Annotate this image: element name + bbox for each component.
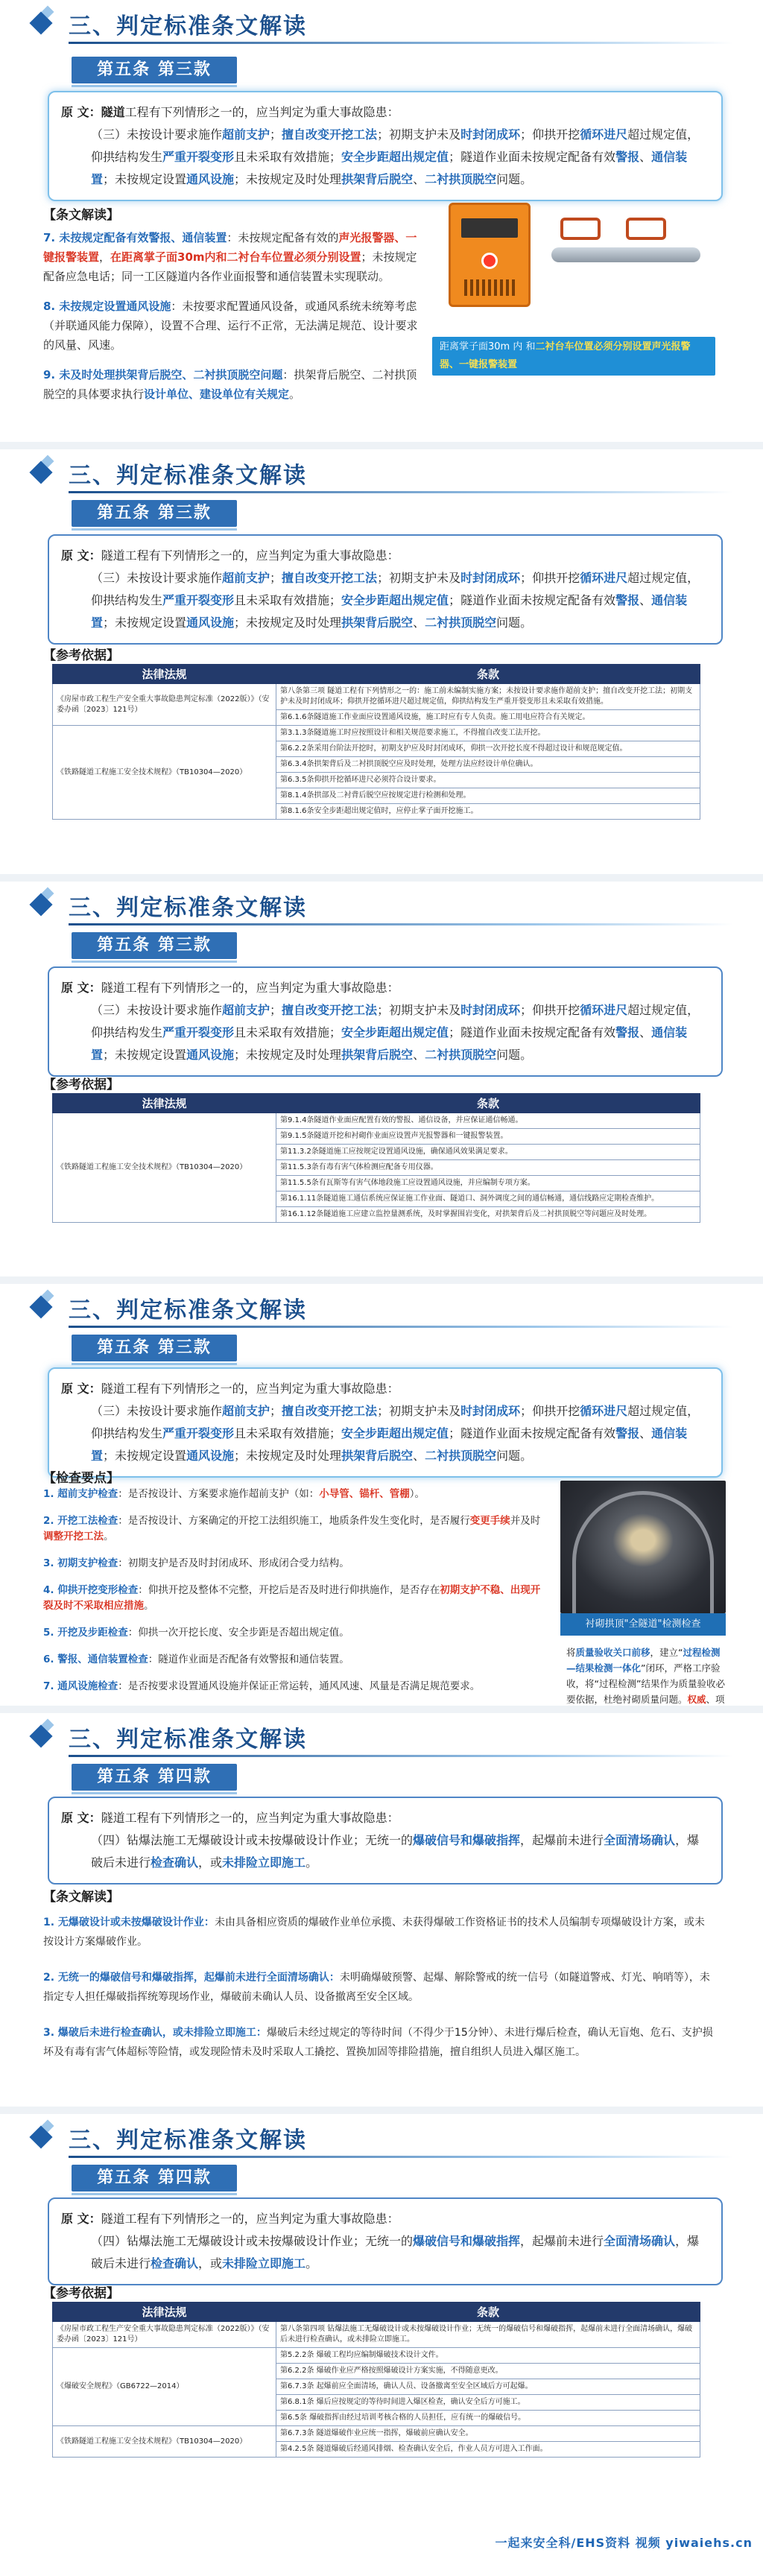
highlight: 擅自改变开挖工法 <box>282 1003 378 1017</box>
clause-tag: 第五条 第三款 <box>72 1335 237 1361</box>
highlight: 2. 开挖工法检查 <box>43 1515 118 1527</box>
clause-tag: 第五条 第三款 <box>72 500 237 527</box>
bracket-icon <box>626 218 666 240</box>
law-cell: 《铁路隧道工程施工安全技术规程》（TB10304—2020） <box>53 726 276 820</box>
text: ：仰拱开挖及整体不完整，开挖后是否及时进行仰拱施作，是否存在 <box>138 1584 440 1596</box>
section-title: 三、判定标准条文解读 <box>69 463 307 489</box>
text: （四）钻爆法施工无爆破设计或未按爆破设计作业；无统一的 <box>91 1833 414 1847</box>
list-item <box>43 1513 550 1545</box>
original-text-box <box>48 534 723 645</box>
text: ；仰拱开挖 <box>520 127 580 142</box>
law-cell: 《房屋市政工程生产安全重大事故隐患判定标准（2022版）》（安委办函〔2023〕121号） <box>53 684 276 726</box>
item-9-title: 9. 未及时处理拱架背后脱空、二衬拱顶脱空问题 <box>43 368 283 382</box>
highlight: 声光报警器、一键报警装置 <box>43 231 417 264</box>
section-header <box>0 1284 763 1330</box>
text: 问题。 <box>496 1449 533 1463</box>
highlight: 拱架背后脱空 <box>341 1048 414 1062</box>
section-header <box>0 1713 763 1759</box>
text: 超过规定值，仰拱结构发生 <box>91 127 700 164</box>
alarm-device-illustration <box>432 203 715 382</box>
text: 原 文： <box>61 981 101 995</box>
text: 隧道 <box>101 548 125 563</box>
highlight: 安全步距超出规定值 <box>341 1025 449 1039</box>
highlight: 时封闭成环 <box>460 1404 521 1418</box>
clause-tag: 第五条 第四款 <box>72 1764 237 1791</box>
original-intro: 工程有下列情形之一的，应当判定为重大事故隐患： <box>124 105 399 119</box>
highlight: 通风设施 <box>186 1048 235 1062</box>
text: 。 <box>289 387 301 401</box>
clause-tag: 第五条 第三款 <box>72 57 237 83</box>
text: 工程有下列情形之一的，应当判定为重大事故隐患： <box>124 548 399 563</box>
highlight: 4. 仰拱开挖变形检查 <box>43 1584 139 1596</box>
table-row <box>53 2322 700 2348</box>
column-header-clause: 条款 <box>276 1094 700 1113</box>
law-cell: 《铁路隧道工程施工安全技术规程》（TB10304—2020） <box>53 2426 276 2458</box>
clause-cell: 第6.1.6条隧道施工作业面应设置通风设施，施工时应有专人负责。施工用电应符合有关规定。 <box>276 710 700 726</box>
text: ：未按要求配置通风设备，或通风系统未统筹考虑（并联通风能力保障），设置不合理、运行不正常，无法满足规范、设计要求的风量、风速。 <box>43 300 418 352</box>
text: ；未按规定设置 <box>103 1048 187 1062</box>
highlight: 通风设施 <box>186 172 235 186</box>
table-row <box>53 684 700 710</box>
highlight: 通信装置 <box>91 1025 688 1062</box>
highlight: 严重开裂变形 <box>162 150 235 164</box>
explanation-text <box>43 228 423 404</box>
text: ；未按规定设置 <box>103 615 187 630</box>
text: ：未按规定配备有效的 <box>227 231 339 244</box>
text: ；初期支护未及 <box>377 1404 461 1418</box>
slide-clause3-explanation <box>0 0 763 442</box>
clause-cell: 第八条第三项 隧道工程有下列情形之一的：施工前未编制实施方案；未按设计要求施作超前支护；擅自改变开挖工法；初期支护未及时封闭成环；仰拱开挖循环进尺超过规定值，仰拱结构发生严重开裂变形且未采取有效措施。 <box>276 684 700 710</box>
highlight: 二衬拱顶脱空 <box>425 1048 497 1062</box>
highlight: 通风设施 <box>186 615 235 630</box>
text: ；隧道作业面未按规定配备有效 <box>449 150 616 164</box>
highlight: 拱架背后脱空 <box>341 615 414 630</box>
section-header <box>0 0 763 46</box>
highlight: 全面清场确认 <box>604 2234 676 2248</box>
text: 且未采取有效措施； <box>234 1426 342 1440</box>
text: ；仰拱开挖 <box>520 1404 580 1418</box>
clause-cell: 第5.2.2条 爆破工程均应编制爆破技术设计文件。 <box>276 2348 700 2364</box>
text: 超过规定值，仰拱结构发生 <box>91 1003 700 1039</box>
photo-caption: 衬砌拱顶"全隧道"检测检查 <box>560 1613 726 1636</box>
text: 问题。 <box>496 615 533 630</box>
text: ：初期支护是否及时封闭成环、形成闭合受力结构。 <box>118 1557 349 1569</box>
highlight: 3. 爆破后未进行检查确认，或未排险立即施工： <box>43 2027 267 2039</box>
clause-cell: 第11.5.5条有瓦斯等有害气体地段施工应设置通风设施，并应编制专项方案。 <box>276 1176 700 1192</box>
text: ：拱架背后脱空、二衬拱顶脱空的具体要求执行 <box>43 368 417 401</box>
clause-cell: 第6.2.2条 爆破作业应严格按照爆破设计方案实施，不得随意更改。 <box>276 2364 700 2379</box>
highlight: 1. 超前支护检查 <box>43 1488 118 1500</box>
clause-cell: 第16.1.12条隧道施工应建立监控量测系统，及时掌握围岩变化，对拱架背后及二衬拱顶脱空等问题应及时处理。 <box>276 1207 700 1223</box>
text: （四）钻爆法施工无爆破设计或未按爆破设计作业；无统一的 <box>91 2234 414 2248</box>
text: 问题。 <box>496 1048 533 1062</box>
checkpoints-label: 【检查要点】 <box>43 1471 119 1486</box>
text: 原 文： <box>61 548 101 563</box>
clause-cell: 第6.8.1条 爆后应按规定的等待时间进入爆区检查，确认安全后方可施工。 <box>276 2395 700 2411</box>
law-cell: 《爆破安全规程》（GB6722—2014） <box>53 2348 276 2426</box>
column-header-clause: 条款 <box>276 2303 700 2322</box>
original-text-box <box>48 91 723 201</box>
highlight: 未排险立即施工 <box>222 2256 306 2270</box>
title-underline <box>69 42 733 44</box>
highlight: 检查确认 <box>151 2256 199 2270</box>
original-text-box <box>48 966 723 1077</box>
text: ， <box>99 250 111 264</box>
highlight: 警报 <box>615 593 640 607</box>
highlight: 二衬拱顶脱空 <box>425 172 497 186</box>
text: ，起爆前未进行 <box>520 2234 604 2248</box>
highlight: 循环进尺 <box>580 127 628 142</box>
highlight: 爆破信号和爆破指挥 <box>413 2234 521 2248</box>
clause-cell: 第6.3.5条仰拱开挖循环进尺必须符合设计要求。 <box>276 773 700 788</box>
highlight: 超前支护 <box>222 127 270 142</box>
highlight: 严重开裂变形 <box>162 593 235 607</box>
text: 、 <box>413 1048 425 1062</box>
slide-clause3-reference-2 <box>0 874 763 1276</box>
text: ；隧道作业面未按规定配备有效 <box>449 1426 616 1440</box>
slide-clause3-checkpoints <box>0 1276 763 1706</box>
highlight: 安全步距超出规定值 <box>341 1426 449 1440</box>
explanation-label: 【条文解读】 <box>43 208 119 223</box>
reference-table <box>52 1093 700 1223</box>
highlight: 安全步距超出规定值 <box>341 150 449 164</box>
text: 、 <box>413 172 425 186</box>
list-item <box>43 1487 550 1502</box>
original-text-box <box>48 1367 723 1478</box>
reference-label: 【参考依据】 <box>43 648 119 663</box>
text: 且未采取有效措施； <box>234 1025 342 1039</box>
table-header-row <box>53 665 700 684</box>
text: ：是否按设计、方案要求施作超前支护（如： <box>118 1488 320 1500</box>
checkpoints-list <box>43 1487 550 1732</box>
text: ；隧道作业面未按规定配备有效 <box>449 1025 616 1039</box>
title-underline <box>69 1326 733 1328</box>
text: 。 <box>144 1600 154 1612</box>
list-item <box>43 1652 550 1668</box>
original-subject: 隧道 <box>101 105 125 119</box>
section-title: 三、判定标准条文解读 <box>69 895 307 921</box>
text: 、项 <box>706 1694 725 1705</box>
title-underline <box>69 491 733 493</box>
text: ”闭环，严格工序验收，将“过程检测”结果作为质量验收必要依据，杜绝衬砌质量问题。 <box>566 1662 725 1705</box>
highlight: 警报 <box>615 150 640 164</box>
clause-cell: 第16.1.11条隧道施工通信系统应保证施工作业面、隧道口、洞外调度之间的通信畅通，通信线路应定期检查维护。 <box>276 1192 700 1207</box>
clause-cell: 第11.3.2条隧道施工应按规定设置通风设施，确保通风效果满足要求。 <box>276 1145 700 1160</box>
alarm-lamp-icon <box>481 253 498 269</box>
table-header-row <box>53 1094 700 1113</box>
section-title: 三、判定标准条文解读 <box>69 1727 307 1753</box>
text: 、 <box>639 1426 652 1440</box>
text: 隧道工程有下列情形之一的，应当判定为重大事故隐患： <box>101 2212 399 2226</box>
section-title: 三、判定标准条文解读 <box>69 13 307 39</box>
alarm-screen <box>461 218 518 238</box>
highlight: 擅自改变开挖工法 <box>282 127 378 142</box>
text: 原 文： <box>61 1811 101 1825</box>
clause-cell: 第6.7.3条 隧道爆破作业应统一指挥，爆破前应确认安全。 <box>276 2426 700 2442</box>
reference-label: 【参考依据】 <box>43 1077 119 1092</box>
text: 问题。 <box>496 172 533 186</box>
clause-tag: 第五条 第四款 <box>72 2165 237 2192</box>
column-header-law: 法律法规 <box>53 2303 276 2322</box>
text: ）。 <box>409 1488 425 1500</box>
pipe-illustration <box>551 247 700 262</box>
text: ，爆破后未进行 <box>91 1833 700 1870</box>
explanation-label: 【条文解读】 <box>43 1890 119 1905</box>
highlight: 警报 <box>615 1426 640 1440</box>
text: 爆破后未经过规定的等待时间（不得少于15分钟）、未进行爆后检查，确认无盲炮、危石、支护损坏及有毒有害气体超标等险情，或发现险情未及时采取人工撬挖、置换加固等排险措施，擅自组织人员进入爆区施工。 <box>43 2027 713 2058</box>
highlight: 严重开裂变形 <box>162 1426 235 1440</box>
text: 质量验收关口前移 <box>575 1647 650 1658</box>
highlight: 通风设施 <box>186 1449 235 1463</box>
device-caption <box>432 337 715 376</box>
text: ；仰拱开挖 <box>520 1003 580 1017</box>
text: ，或 <box>198 1855 223 1870</box>
speaker-grille <box>464 279 515 296</box>
text: 原 文： <box>61 1382 101 1396</box>
alarm-box-icon <box>449 203 531 307</box>
highlight: 通信装置 <box>91 593 688 630</box>
text: ：隧道作业面是否配备有效警报和通信装置。 <box>148 1653 349 1665</box>
item-8-title: 8. 未按规定设置通风设施 <box>43 300 171 313</box>
text: ；未按规定及时处理 <box>234 1449 342 1463</box>
law-cell: 《铁路隧道工程施工安全技术规程》（TB10304—2020） <box>53 1113 276 1223</box>
highlight: 3. 初期支护检查 <box>43 1557 118 1569</box>
text: ：是否按设计、方案确定的开挖工法组织施工，地质条件发生变化时，是否履行 <box>118 1515 470 1527</box>
list-item <box>43 2023 714 2062</box>
highlight: 擅自改变开挖工法 <box>282 571 378 585</box>
reference-label: 【参考依据】 <box>43 2286 119 2301</box>
text: ，建立“ <box>650 1647 683 1658</box>
text: ； <box>270 1003 282 1017</box>
highlight: 时封闭成环 <box>460 127 521 142</box>
text: 超过规定值，仰拱结构发生 <box>91 571 700 607</box>
reference-table <box>52 2302 700 2458</box>
highlight: 检查确认 <box>151 1855 199 1870</box>
clause-cell: 第8.1.6条安全步距超出规定值时，应停止掌子面开挖施工。 <box>276 804 700 820</box>
table-row <box>53 1113 700 1129</box>
highlight: 循环进尺 <box>580 1003 628 1017</box>
highlight: 变更手续 <box>469 1515 510 1527</box>
original-text-box <box>48 2197 723 2285</box>
text: ；未按规定设置 <box>103 1449 187 1463</box>
section-header <box>0 2114 763 2160</box>
text: ；未按规定设置 <box>103 172 187 186</box>
highlight: 拱架背后脱空 <box>341 1449 414 1463</box>
text: 、 <box>413 1449 425 1463</box>
text: ；隧道作业面未按规定配备有效 <box>449 593 616 607</box>
highlight: 超前支护 <box>222 1404 270 1418</box>
highlight: 超前支护 <box>222 571 270 585</box>
text: 并及时 <box>510 1515 541 1527</box>
explanation-list <box>43 1913 714 2062</box>
text: （三）未按设计要求施作 <box>91 127 223 142</box>
clause-cell: 第9.1.4条隧道作业面应配置有效的警报、通信设备，并应保证通信畅通。 <box>276 1113 700 1129</box>
highlight: 严重开裂变形 <box>162 1025 235 1039</box>
slide-clause3-reference-1 <box>0 442 763 874</box>
slide-clause4-explanation <box>0 1706 763 2107</box>
law-cell: 《房屋市政工程生产安全重大事故隐患判定标准（2022版）》（安委办函〔2023〕121号） <box>53 2322 276 2348</box>
text: 距离掌子面30m 内 和 <box>440 341 536 352</box>
text: （三）未按设计要求施作 <box>91 1003 223 1017</box>
clause-cell: 第9.1.5条隧道开挖和衬砌作业面应设置声光报警器和一键报警装置。 <box>276 1129 700 1145</box>
clause-cell: 第4.2.5条 隧道爆破后经通风排烟、检查确认安全后，作业人员方可进入工作面。 <box>276 2442 700 2458</box>
tunnel-photo <box>560 1481 726 1613</box>
highlight: 在距离掌子面30m内和二衬台车位置必须分别设置 <box>110 250 361 264</box>
text: 工程有下列情形之一的，应当判定为重大事故隐患： <box>124 1382 399 1396</box>
text: 隧道工程有下列情形之一的，应当判定为重大事故隐患： <box>101 1811 399 1825</box>
text: 隧道 <box>101 981 125 995</box>
clause-tag: 第五条 第三款 <box>72 932 237 959</box>
highlight: 2. 无统一的爆破信号和爆破指挥，起爆前未进行全面清场确认： <box>43 1972 340 1984</box>
clause-cell: 第6.3.4条拱架背后及二衬拱顶脱空应及时处理，处理方法应经设计单位确认。 <box>276 757 700 773</box>
clause-cell: 第6.7.3条 起爆前应全面清场，确认人员、设备撤离至安全区域后方可起爆。 <box>276 2379 700 2395</box>
list-item <box>43 1583 550 1614</box>
highlight: 拱架背后脱空 <box>341 172 414 186</box>
text: ；初期支护未及 <box>377 1003 461 1017</box>
clause-cell: 第八条第四项 钻爆法施工无爆破设计或未按爆破设计作业；无统一的爆破信号和爆破指挥，起爆前未进行全面清场确认，爆破后未进行检查确认，或未排险立即施工。 <box>276 2322 700 2348</box>
list-item <box>43 1556 550 1572</box>
highlight: 通信装置 <box>91 150 688 186</box>
highlight: 二衬拱顶脱空 <box>425 615 497 630</box>
highlight: 二衬拱顶脱空 <box>425 1449 497 1463</box>
text: （三）未按设计要求施作 <box>91 1404 223 1418</box>
text: 权威 <box>687 1694 706 1705</box>
highlight: 时封闭成环 <box>460 1003 521 1017</box>
table-row <box>53 726 700 741</box>
text: 未明确爆破预警、起爆、解除警戒的统一信号（如隧道警戒、灯光、响哨等），未指定专人担任爆破指挥统筹现场作业，爆破前未确认人员、设备撤离至安全区域。 <box>43 1972 710 2003</box>
title-underline <box>69 1755 733 1757</box>
text: 超过规定值，仰拱结构发生 <box>91 1404 700 1440</box>
text: 。 <box>305 1855 318 1870</box>
highlight: 1. 无爆破设计或未按爆破设计作业： <box>43 1917 215 1928</box>
column-header-clause: 条款 <box>276 665 700 684</box>
text: ；初期支护未及 <box>377 571 461 585</box>
text: 且未采取有效措施； <box>234 150 342 164</box>
reference-table <box>52 664 700 820</box>
list-item <box>43 1679 550 1694</box>
highlight: 7. 通风设施检查 <box>43 1680 118 1692</box>
text: 且未采取有效措施； <box>234 593 342 607</box>
highlight: 超前支护 <box>222 1003 270 1017</box>
text: ；未按规定及时处理 <box>234 172 342 186</box>
clause-cell: 第6.5条 爆破指挥由经过培训考核合格的人员担任，应有统一的爆破信号。 <box>276 2411 700 2426</box>
section-header <box>0 882 763 928</box>
list-item <box>43 1968 714 2007</box>
highlight: 安全步距超出规定值 <box>341 593 449 607</box>
column-header-law: 法律法规 <box>53 1094 276 1113</box>
list-item <box>43 1913 714 1952</box>
section-header <box>0 449 763 496</box>
clause-cell: 第6.2.2条采用台阶法开挖时，初期支护应及时封闭成环，仰拱一次开挖长度不得超过设计和规范规定值。 <box>276 741 700 757</box>
highlight: 调整开挖工法 <box>43 1531 104 1542</box>
text: 隧道 <box>101 1382 125 1396</box>
text: ；未按规定及时处理 <box>234 615 342 630</box>
text: ；仰拱开挖 <box>520 571 580 585</box>
original-text-box <box>48 1797 723 1884</box>
text: ，或 <box>198 2256 223 2270</box>
highlight: 小导管、锚杆、管棚 <box>319 1488 410 1500</box>
highlight: 通信装置 <box>91 1426 688 1463</box>
text: ； <box>270 127 282 142</box>
text: 。 <box>104 1531 114 1542</box>
table-row <box>53 2348 700 2364</box>
text: ，起爆前未进行 <box>520 1833 604 1847</box>
text: 未由具备相应资质的爆破作业单位承揽、未获得爆破工作资格证书的技术人员编制专项爆破设计方案，或未按设计方案爆破作业。 <box>43 1917 705 1948</box>
text: ：仰拱一次开挖长度、安全步距是否超出规定值。 <box>127 1627 349 1639</box>
text: 原 文： <box>61 2212 101 2226</box>
section-title: 三、判定标准条文解读 <box>69 1297 307 1323</box>
bracket-icon <box>560 218 601 240</box>
item-7-title: 7. 未按规定配备有效警报、通信装置 <box>43 231 227 244</box>
text: 将 <box>566 1647 576 1658</box>
highlight: 循环进尺 <box>580 1404 628 1418</box>
highlight: 5. 开挖及步距检查 <box>43 1627 128 1639</box>
original-label: 原 文： <box>61 105 101 119</box>
text: ；初期支护未及 <box>377 127 461 142</box>
text: （三）未按设计要求施作 <box>91 571 223 585</box>
text: ；未按规定配备应急电话；同一工区隧道内各作业面报警和通信装置未实现联动。 <box>43 250 417 283</box>
highlight: 6. 警报、通信装置检查 <box>43 1653 148 1665</box>
text: 、 <box>413 615 425 630</box>
highlight: 时封闭成环 <box>460 571 521 585</box>
title-underline <box>69 923 733 925</box>
title-underline <box>69 2156 733 2158</box>
tunnel-arch-icon <box>572 1491 714 1618</box>
clause-cell: 第8.1.4条拱部及二衬背后脱空应按规定进行检测和处理。 <box>276 788 700 804</box>
highlight: 初期支护不稳、出现开裂及时不采取相应措施 <box>43 1584 541 1612</box>
highlight: 二衬台车位置必须分别设置声光报警器、一键报警装置 <box>440 341 691 370</box>
text: ，爆破后未进行 <box>91 2234 700 2270</box>
text: 过程检测—结果检测一体化 <box>566 1647 721 1674</box>
clause-cell: 第11.5.3条有毒有害气体检测应配备专用仪器。 <box>276 1160 700 1176</box>
highlight: 擅自改变开挖工法 <box>282 1404 378 1418</box>
highlight: 全面清场确认 <box>604 1833 676 1847</box>
highlight: 爆破信号和爆破指挥 <box>413 1833 521 1847</box>
list-item <box>43 1625 550 1641</box>
slide-clause4-reference <box>0 2107 763 2554</box>
table-row <box>53 2426 700 2442</box>
highlight: 设计单位、建设单位有关规定 <box>144 387 290 401</box>
text: ； <box>270 1404 282 1418</box>
text: ；未按规定及时处理 <box>234 1048 342 1062</box>
watermark: 一起来安全科/EHS资料 视频 yiwaiehs.cn <box>495 2536 753 2550</box>
text: ：是否按要求设置通风设施并保证正常运转，通风风速、风量是否满足规范要求。 <box>118 1680 481 1692</box>
text: 工程有下列情形之一的，应当判定为重大事故隐患： <box>124 981 399 995</box>
text: 、 <box>639 1025 652 1039</box>
highlight: 循环进尺 <box>580 571 628 585</box>
highlight: 未排险立即施工 <box>222 1855 306 1870</box>
text: ； <box>270 571 282 585</box>
highlight: 警报 <box>615 1025 640 1039</box>
text: 、 <box>639 150 652 164</box>
text: 、 <box>639 593 652 607</box>
text: 。 <box>305 2256 318 2270</box>
column-header-law: 法律法规 <box>53 665 276 684</box>
clause-cell: 第3.1.3条隧道施工时应按照设计和相关规范要求施工，不得擅自改变工法开挖。 <box>276 726 700 741</box>
table-header-row <box>53 2303 700 2322</box>
section-title: 三、判定标准条文解读 <box>69 2127 307 2153</box>
